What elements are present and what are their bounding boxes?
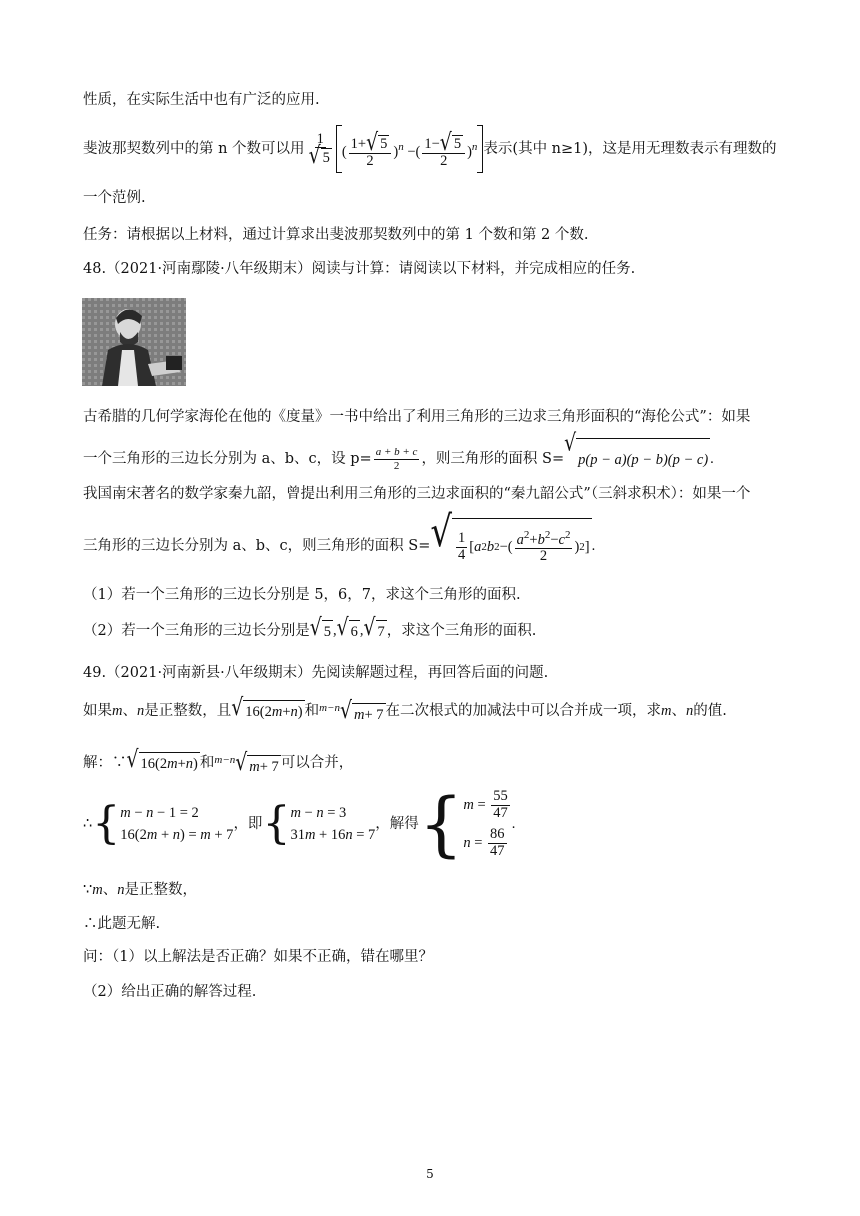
qin-paragraph-line1: 我国南宋著名的数学家秦九韶，曾提出利用三角形的三边求面积的“秦九韶公式”（三斜求积术）：如果一个 (83, 486, 751, 502)
question-49-statement: 如果 m 、 n 是正整数，且 √ 16(2 m + n ) 和 $^{m-n}$ √ m + 7 在二次根式的加减法中可以合并成一项，求 m 、 n 的值. (83, 695, 727, 724)
root-m-plus-7: $^{m-n}$ √ m + 7 (319, 697, 384, 724)
text-part2-b: ，求这个三角形的面积. (386, 623, 537, 639)
text-line-3: 一个范例. (83, 190, 146, 206)
text-therefore: ∴ (83, 816, 93, 832)
solution-line1: 解：∵ √ 16(2 m + n ) 和 $^{m-n}$ √ m + 7 可以合并， (83, 747, 354, 776)
system-solution: m = $\frac{55}{47}$ n = $\frac{86}{47}$ (463, 788, 508, 860)
heron-root: √ p(p − a)(p − b)(p − c) (564, 438, 710, 480)
one-over-root5: 1 √ 5 (308, 130, 330, 170)
text-q49-a: 如果 (83, 703, 112, 720)
solution-system-line: ∴ { m − n − 1 = 2 16(2m + n) = m + 7 ，即 { m − n = 3 31m + 16n = 7 ，解得 { m = $\frac{55}{47}$ n = $\frac{86}{47}$ . (83, 783, 516, 865)
roots-5-6-7: √ 5 , √ 6 , √ 7 (309, 614, 385, 641)
solution-line-integer: ∵m、n是正整数， (83, 882, 197, 898)
text-fib-tail: 表示(其中 n≥1)，这是用无理数表示有理数的 (483, 141, 777, 158)
text-part2-a: （2）若一个三角形的三边长分别是 (83, 623, 310, 639)
text-task: 任务：请根据以上材料，通过计算求出斐波那契数列中的第 1 个数和第 2 个数. (83, 227, 589, 243)
text-q49-b: 是正整数，且 (144, 703, 232, 720)
solution-no-answer: ∴此题无解. (83, 916, 161, 932)
question-49-part2: （2）给出正确的解答过程. (83, 984, 257, 1000)
system-2: m − n = 3 31m + 16n = 7 (290, 805, 376, 843)
heron-paragraph-line1: 古希腊的几何学家海伦在他的《度量》一书中给出了利用三角形的三边求三角形面积的“海伦公式”：如果 (83, 409, 751, 425)
heron-portrait-image (82, 298, 186, 386)
page-number: 5 (426, 1167, 434, 1181)
text-q49-d: 在二次根式的加减法中可以合并成一项，求 (385, 703, 662, 720)
question-48-heading: 48.（2021·河南鄢陵·八年级期末）阅读与计算：请阅读以下材料，并完成相应的任务. (83, 261, 636, 277)
fib-term-1: ( 1+ √ 5 2 )$^n$ −( 1− √ 5 2 )$^n$ (341, 129, 478, 170)
qin-root: √ $\frac{1}{4}$ [ a 2 b 2 −( $\frac{a^2+b^2-c^2}{2}$ ) 2 ] (430, 518, 591, 574)
text-heron-p: 一个三角形的三边长分别为 a、b、c，设 p= (83, 451, 372, 467)
text-qin-s: 三角形的三边长分别为 a、b、c，则三角形的面积 S= (83, 538, 431, 554)
text-q49-c: 和 (304, 703, 320, 720)
qin-formula-line: 三角形的三边长分别为 a、b、c，则三角形的面积 S= √ $\frac{1}{4}$ [ a 2 b 2 −( $\frac{a^2+b^2-c^2}{2}$ ) 2 ] . (83, 518, 595, 574)
text-sol-c: 可以合并， (280, 755, 354, 772)
p-fraction: $\frac{a + b + c}{2}$ (375, 446, 418, 472)
question-48-part2 (83, 614, 537, 642)
text-sol-a: 解：∵ (83, 755, 127, 772)
text-jiede: ，解得 (375, 816, 419, 832)
text-line-1: 性质，在实际生活中也有广泛的应用. (83, 92, 320, 108)
question-48-part1: （1）若一个三角形的三边长分别是 5，6，7，求这个三角形的面积. (83, 587, 521, 603)
system-1: m − n − 1 = 2 16(2m + n) = m + 7 (120, 805, 234, 843)
fibonacci-formula-line (83, 124, 777, 175)
root-16-2m-n: √ 16(2 m + n ) (231, 695, 303, 722)
question-49-heading: 49.（2021·河南新县·八年级期末）先阅读解题过程，再回答后面的问题. (83, 665, 549, 681)
heron-formula-line: 一个三角形的三边长分别为 a、b、c，设 p= $\frac{a + b + c}{2}$ ，则三角形的面积 S= √ p(p − a)(p − b)(p − c) . (83, 438, 714, 480)
text-heron-s: ，则三角形的面积 S= (421, 451, 565, 467)
text-fib-intro: 斐波那契数列中的第 n 个数可以用 (83, 141, 305, 158)
text-q49-e: 的值. (693, 703, 727, 720)
text-sol-b: 和 (199, 755, 215, 772)
question-49-part1: 问：（1）以上解法是否正确？如果不正确，错在哪里？ (83, 949, 433, 965)
text-ji: ，即 (233, 816, 263, 832)
